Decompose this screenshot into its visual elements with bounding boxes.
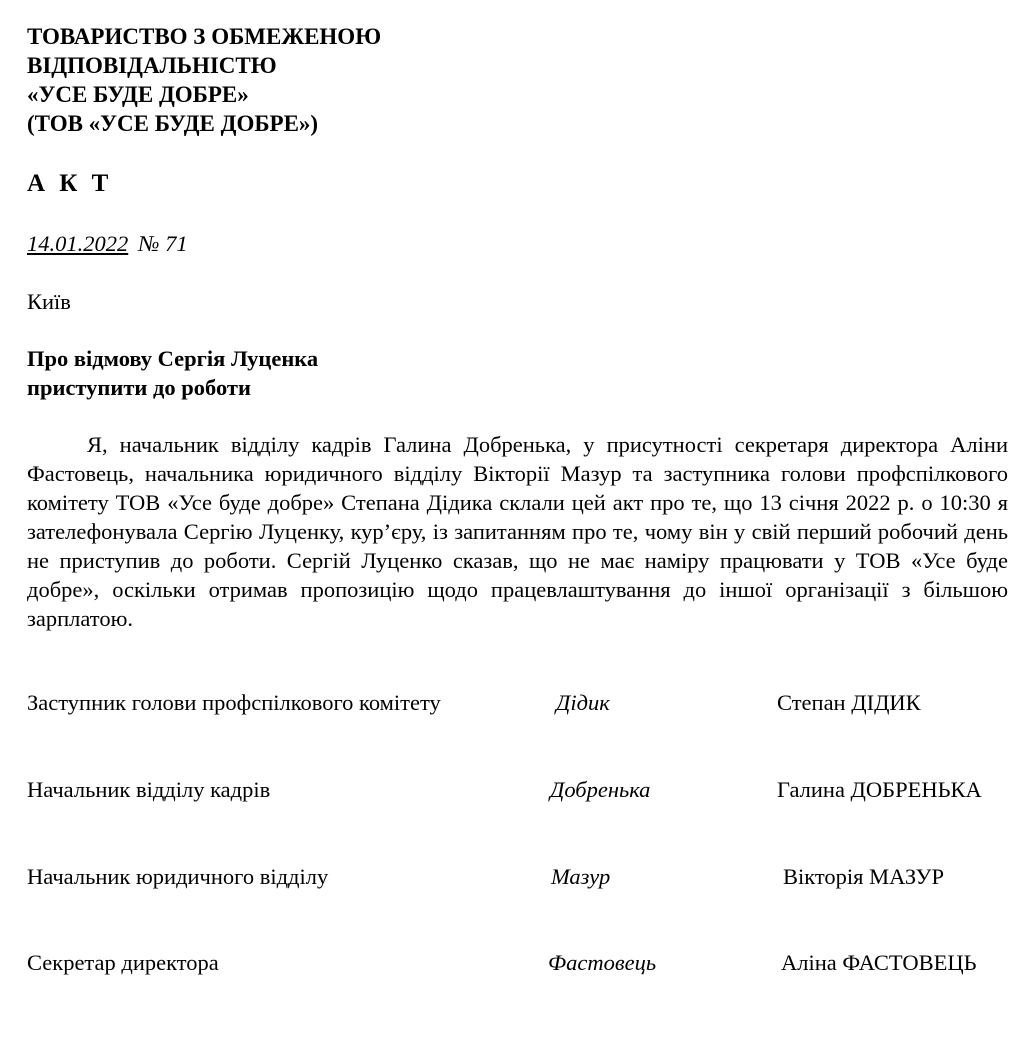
- subject-line: Про відмову Сергія Луценка: [27, 346, 319, 371]
- signature-row: [0, 688, 1033, 718]
- handwritten-signature: Дідик: [556, 690, 610, 715]
- handwritten-signature: Мазур: [551, 864, 611, 889]
- date-number-line: [27, 229, 188, 258]
- signatory-position: Начальник відділу кадрів: [27, 777, 271, 802]
- document-city: Київ: [27, 289, 71, 314]
- body-paragraph: Я, начальник відділу кадрів Галина Добренька, у присутності секретаря директора Аліни Фастовець, начальника юридичного відділу Вікторії Мазур та заступника голови профспілкового комітету ТОВ «Усе буде добре» Степана Дідика склали цей акт про те, що 13 січня 2022 р. о 10:30 я зателефонувала Сергію Луценку, кур’єру, із запитанням про те, чому він у свій перший робочий день не приступив до роботи. Сергій Луценко сказав, що не має наміру працювати у ТОВ «Усе буде добре», оскільки отримав пропозицію щодо працевлаштування до іншої організації з більшою зарплатою.: [27, 432, 1008, 631]
- signatory-name: Галина ДОБРЕНЬКА: [777, 777, 982, 802]
- document-date: 14.01.2022: [27, 231, 129, 256]
- subject-line: приступити до роботи: [27, 375, 251, 400]
- signature-row: [0, 775, 1033, 805]
- organization-name-line: «УСЕ БУДЕ ДОБРЕ»: [27, 82, 249, 107]
- signatory-name: Аліна ФАСТОВЕЦЬ: [781, 950, 977, 975]
- organization-header: [27, 22, 381, 138]
- document-subject: [27, 344, 318, 402]
- signatory-position: Заступник голови профспілкового комітету: [27, 690, 441, 715]
- signature-row: [0, 948, 1033, 978]
- handwritten-signature: Фастовець: [548, 950, 657, 975]
- signatory-name: Степан ДІДИК: [777, 690, 921, 715]
- organization-short-name: (ТОВ «УСЕ БУДЕ ДОБРЕ»): [27, 111, 319, 136]
- signatory-name: Вікторія МАЗУР: [783, 864, 945, 889]
- organization-name-line: ВІДПОВІДАЛЬНІСТЮ: [27, 53, 277, 78]
- handwritten-signature: Добренька: [550, 777, 651, 802]
- signature-row: [0, 862, 1033, 892]
- signatory-position: Начальник юридичного відділу: [27, 864, 329, 889]
- document-number: № 71: [138, 231, 188, 256]
- document-type: А К Т: [27, 170, 113, 197]
- organization-name-line: ТОВАРИСТВО З ОБМЕЖЕНОЮ: [27, 24, 382, 49]
- signatory-position: Секретар директора: [27, 950, 219, 975]
